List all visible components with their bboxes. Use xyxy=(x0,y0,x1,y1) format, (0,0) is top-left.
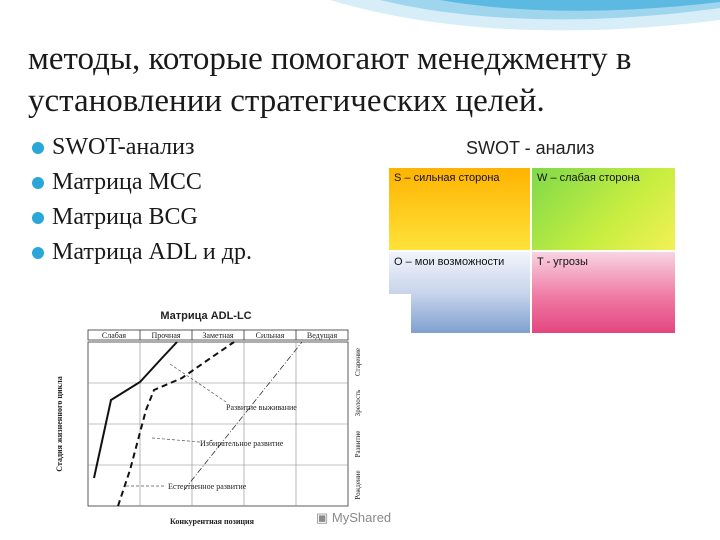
watermark: ▣ MyShared xyxy=(316,510,392,525)
adl-y-axis-label: Стадия жизненного цикла xyxy=(55,376,64,472)
page-title: методы, которые помогают менеджменту в установлении стратегических целей. xyxy=(28,41,632,119)
swot-cell-weaknesses: W – слабая сторона xyxy=(532,168,675,250)
swot-cell-strengths: S – сильная сторона xyxy=(389,168,530,250)
adl-annotation: Естественное развитие xyxy=(168,482,247,491)
list-item: Матрица МСС xyxy=(30,165,252,200)
adl-stage-label: Зрелость xyxy=(354,389,362,417)
adl-stage-label: Развитие xyxy=(354,430,362,458)
swot-cutout xyxy=(389,294,411,334)
adl-column-label: Заметная xyxy=(202,331,234,340)
adl-column-label: Ведущая xyxy=(306,331,338,340)
bullet-icon xyxy=(32,212,44,224)
list-item: SWOT-анализ xyxy=(30,130,252,165)
method-list xyxy=(30,130,252,270)
adl-column-label: Прочная xyxy=(151,331,181,340)
adl-x-axis-label: Конкурентная позиция xyxy=(170,517,254,526)
adl-stage-label: Старение xyxy=(354,347,362,377)
swot-title: SWOT - анализ xyxy=(466,138,595,158)
list-item: Матрица ADL и др. xyxy=(30,235,252,270)
swot-cell-opportunities: O – мои возможности xyxy=(389,252,530,333)
adl-matrix-diagram xyxy=(22,298,390,530)
adl-column-label: Слабая xyxy=(101,331,127,340)
adl-title: Матрица ADL-LC xyxy=(160,310,252,322)
adl-stage-label: Рождение xyxy=(354,470,362,500)
list-item: Матрица BCG xyxy=(30,200,252,235)
bullet-icon xyxy=(32,177,44,189)
adl-diagonal-line xyxy=(184,342,302,490)
bullet-icon xyxy=(32,247,44,259)
adl-solid-path xyxy=(94,342,177,478)
bullet-icon xyxy=(32,142,44,154)
adl-annotation: Избирательное развитие xyxy=(200,439,284,448)
adl-annotation: Развитие выживание xyxy=(226,403,297,412)
swot-cell-threats: T - угрозы xyxy=(532,252,675,333)
adl-column-label: Сильная xyxy=(255,331,285,340)
swot-matrix xyxy=(389,168,675,333)
